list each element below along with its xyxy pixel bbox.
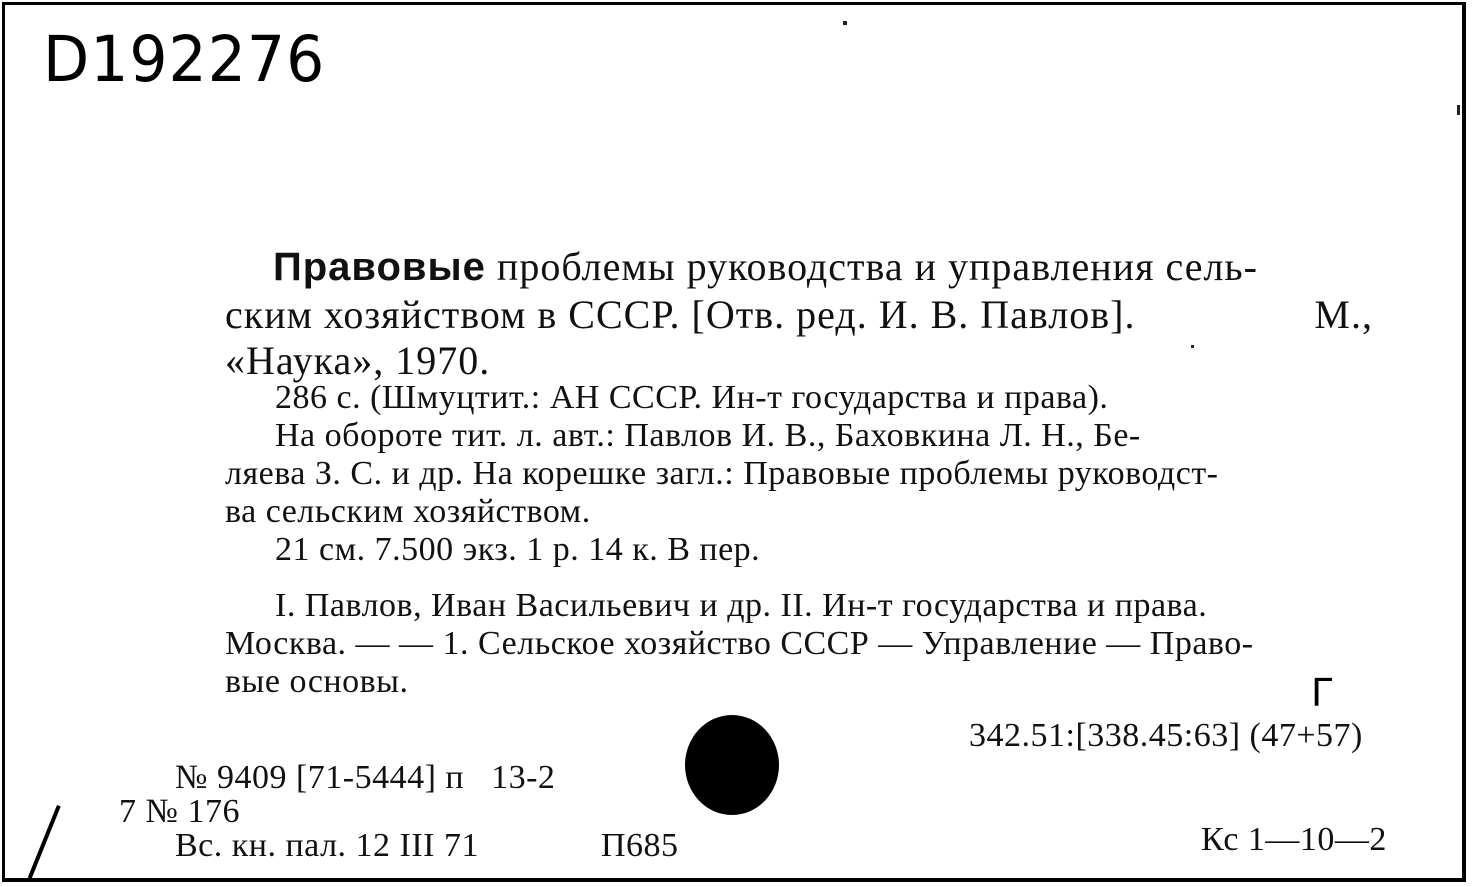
title-line-1 — [273, 243, 1373, 290]
kc-code: Кс 1—10—2 — [1201, 821, 1387, 858]
handwritten-check-mark: Г — [1311, 671, 1335, 715]
scan-speck — [843, 21, 847, 25]
handwritten-call-number: D192276 — [43, 23, 326, 97]
title-line-1-rest: проблемы руководства и управления сель- — [496, 244, 1258, 289]
collation-line-3: ляева З. С. и др. На корешке загл.: Правовые проблемы руководст- — [225, 455, 1219, 492]
collation-line-2: На обороте тит. л. авт.: Павлов И. В., Баховкина Л. Н., Бе- — [275, 417, 1141, 454]
order-number: № 9409 [71-5444] п 13-2 — [175, 759, 556, 796]
tracings-line-2: Москва. — — 1. Сельское хозяйство СССР — Управление — Право- — [225, 625, 1254, 662]
title-line-3: «Наука», 1970. — [225, 338, 491, 383]
scan-speck — [1457, 105, 1460, 115]
print-code: П685 — [601, 827, 679, 864]
title-line-2-left: ским хозяйством в СССР. [Отв. ред. И. В. Павлов]. — [225, 292, 1136, 337]
scan-speck — [1191, 345, 1194, 348]
title-bold-word: Правовые — [273, 245, 486, 289]
chamber-line: Вс. кн. пал. 12 III 71 — [175, 827, 480, 864]
collation-line-5: 21 см. 7.500 экз. 1 р. 14 к. В пер. — [275, 531, 761, 568]
number-line: 7 № 176 — [119, 793, 240, 830]
title-line-2-right: М., — [1314, 292, 1373, 337]
tracings-line-1: I. Павлов, Иван Васильевич и др. II. Ин-т государства и права. — [275, 587, 1208, 624]
collation-line-1: 286 с. (Шмуцтит.: АН СССР. Ин-т государства и права). — [275, 379, 1109, 416]
punch-hole — [685, 715, 779, 815]
collation-line-4: ва сельским хозяйством. — [225, 493, 591, 530]
tracings-line-3: вые основы. — [225, 663, 409, 700]
catalog-card — [2, 2, 1466, 882]
handwritten-slash — [28, 805, 61, 879]
title-line-2 — [225, 291, 1373, 338]
classification-index: 342.51:[338.45:63] (47+57) — [969, 717, 1363, 754]
